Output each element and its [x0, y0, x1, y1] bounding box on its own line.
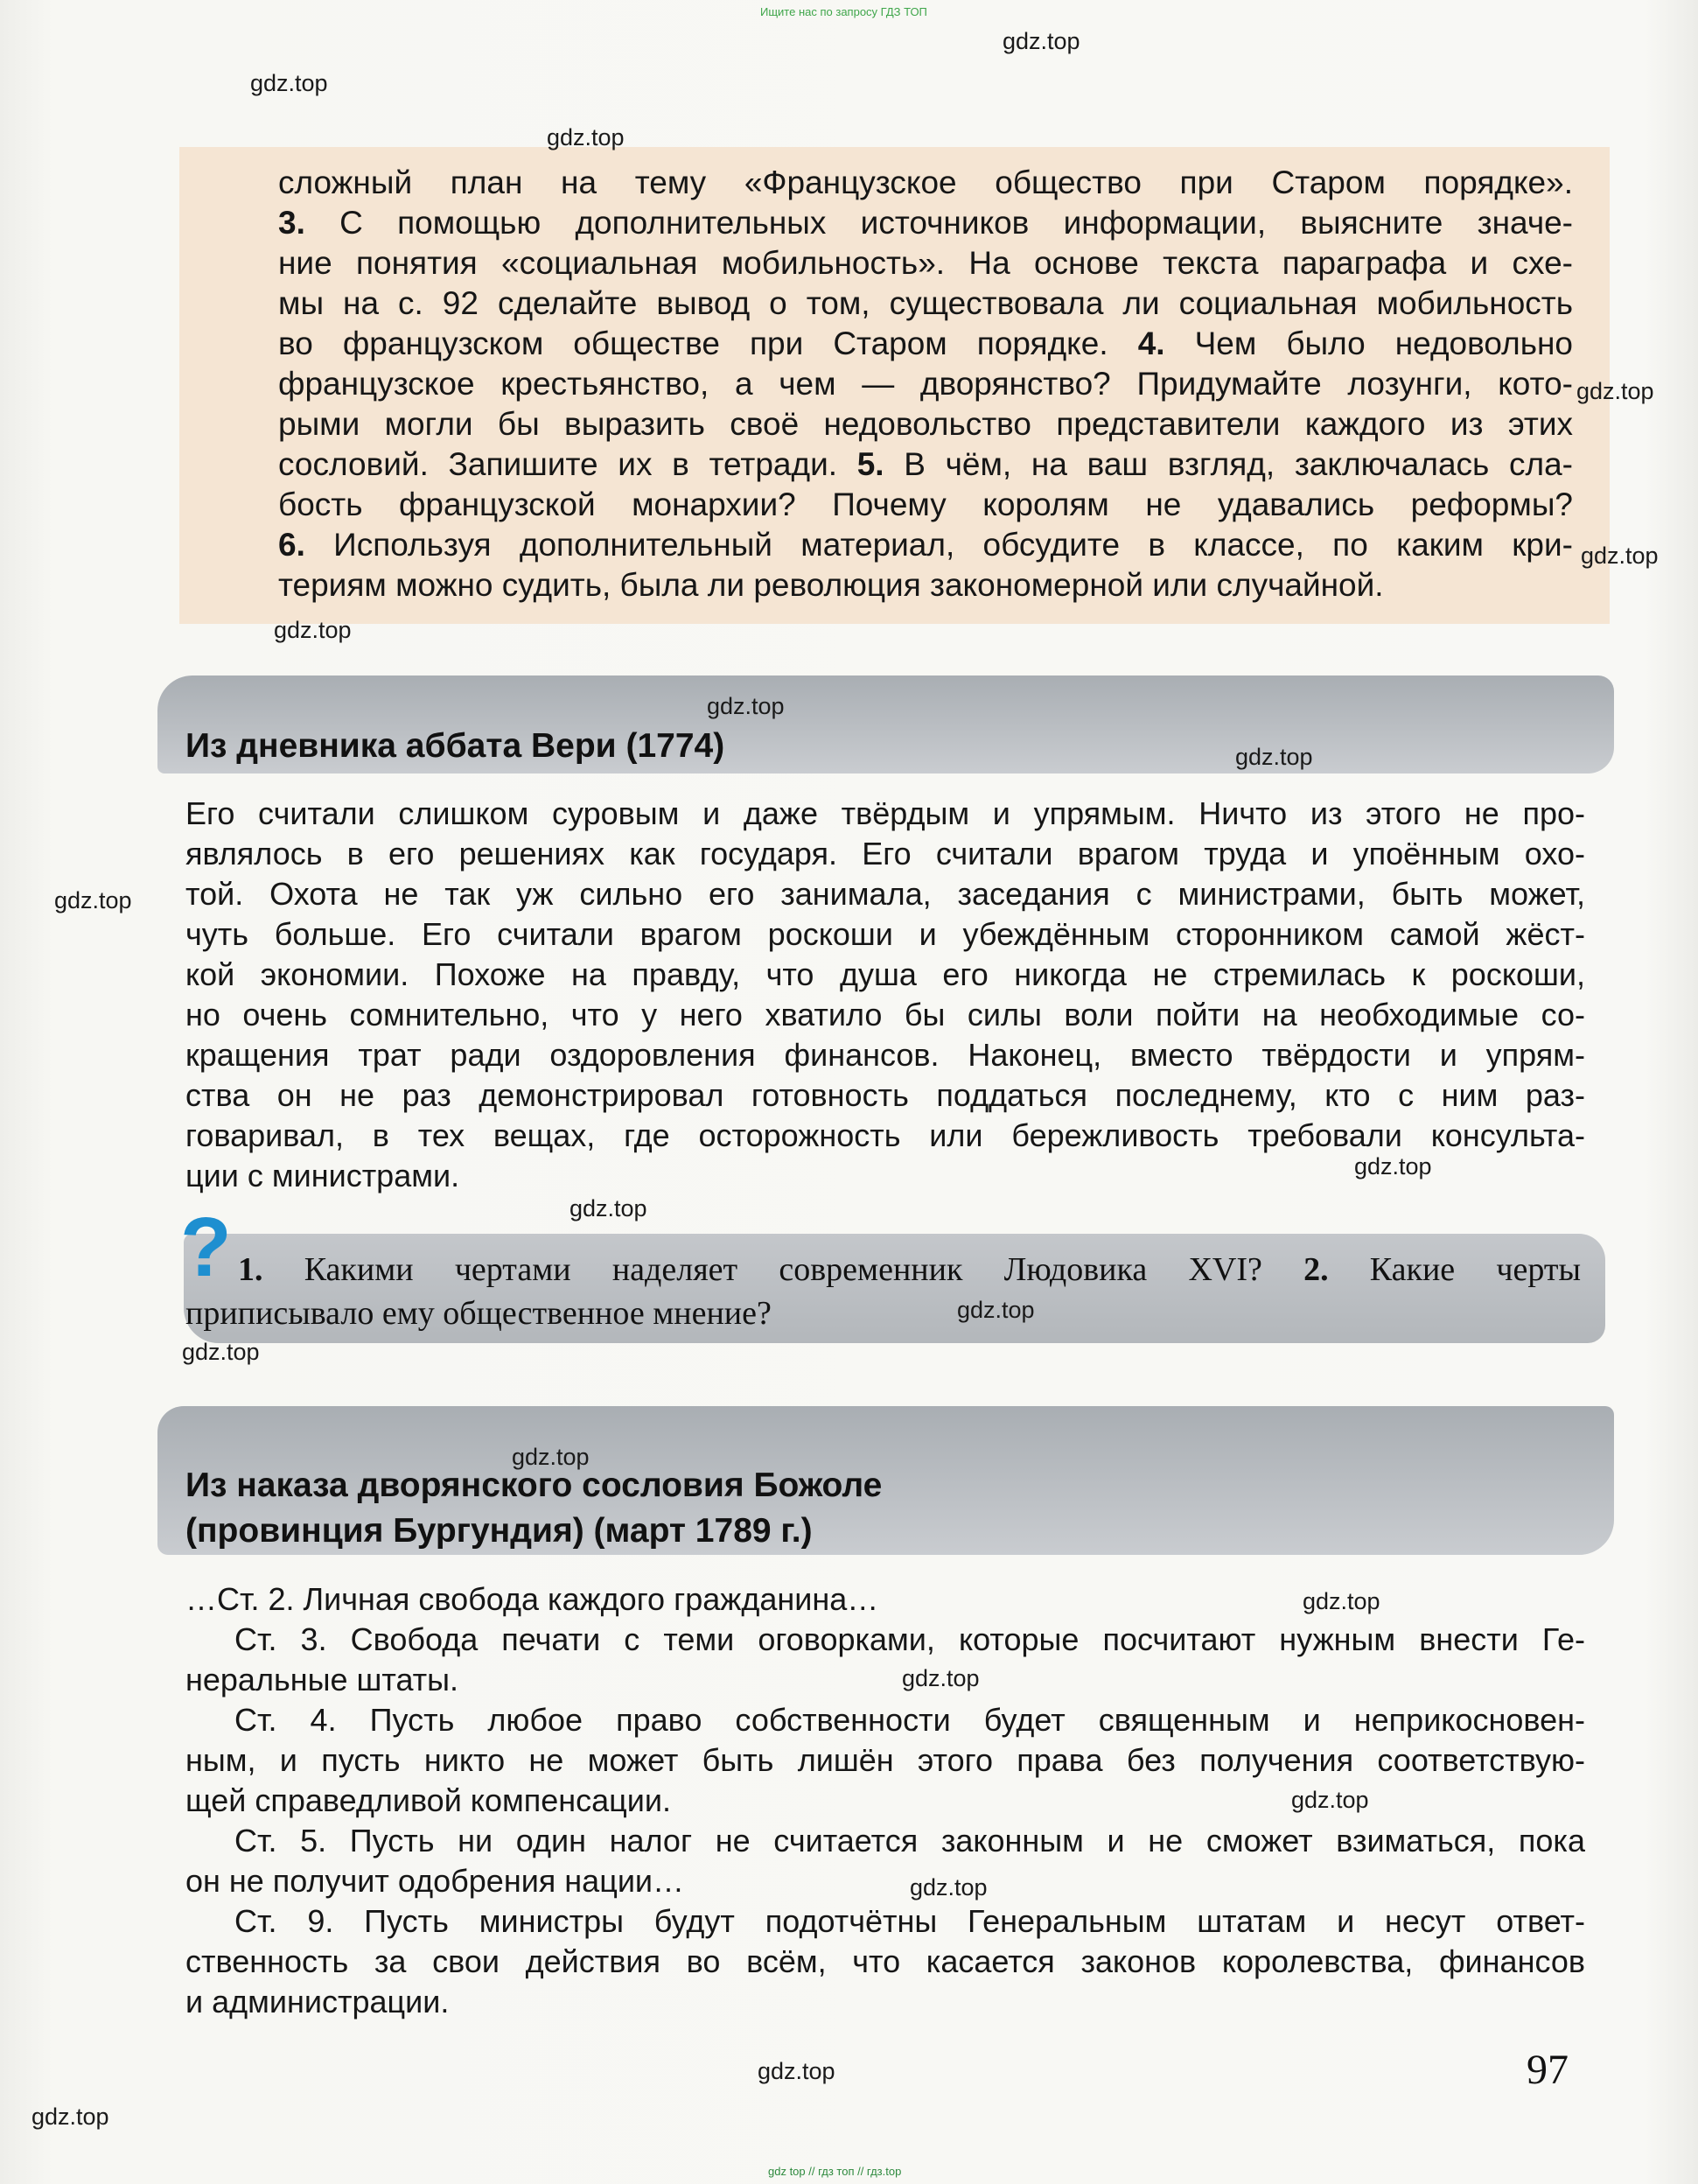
nakaz-line: Ст. 3. Свобода печати с теми оговорками, которые посчитают нужным внести Ге-: [234, 1621, 1585, 1657]
nakaz-line: щей справедливой компенсации.: [185, 1782, 671, 1818]
question-line: французское крестьянство, а чем — дворянство? Придумайте лозунги, кото-: [278, 366, 1573, 402]
watermark: gdz.top: [1354, 1153, 1432, 1180]
nakaz-line: он не получит одобрения нации…: [185, 1863, 685, 1899]
watermark: gdz.top: [54, 887, 132, 914]
question-line: рыми могли бы выразить своё недовольство представители каждого из этих: [278, 406, 1573, 442]
nakaz-line: Ст. 9. Пусть министры будут подотчётны Генеральным штатам и несут ответ-: [234, 1903, 1585, 1939]
diary-line: чуть больше. Его считали врагом роскоши и убеждённым сторонником самой жёст-: [185, 916, 1585, 952]
question-line: мы на с. 92 сделайте вывод о том, существовала ли социальная мобильность: [278, 285, 1573, 321]
watermark: gdz.top: [1291, 1787, 1369, 1813]
watermark: gdz.top: [31, 2104, 109, 2130]
top-banner[interactable]: Ищите нас по запросу ГДЗ ТОП: [760, 5, 927, 18]
diary-line: являлось в его решениях как государя. Его считали врагом труда и упоённым охо-: [185, 836, 1585, 872]
question-line: ние понятия «социальная мобильность». На основе текста параграфа и схе-: [278, 245, 1573, 281]
watermark: gdz.top: [182, 1339, 260, 1365]
nakaz-line: ственность за свои действия во всём, что касается законов королевства, финансов: [185, 1943, 1585, 1979]
diary-line: говаривал, в тех вещах, где осторожность или бережливость требовали консульта-: [185, 1117, 1585, 1153]
nakaz-title-line2: (провинция Бургундия) (март 1789 г.): [185, 1512, 813, 1550]
watermark: gdz.top: [758, 2058, 835, 2084]
question-line: сложный план на тему «Французское общество при Старом порядке».: [278, 164, 1573, 200]
watermark: gdz.top: [910, 1874, 988, 1900]
nakaz-line: …Ст. 2. Личная свобода каждого гражданина…: [185, 1581, 879, 1617]
diary-title: Из дневника аббата Вери (1774): [185, 727, 725, 765]
watermark: gdz.top: [512, 1444, 590, 1470]
nakaz-line: и администрации.: [185, 1984, 450, 2020]
watermark: gdz.top: [250, 70, 328, 96]
question-line: сословий. Запишите их в тетради. 5. В чём, на ваш взгляд, заключалась сла-: [278, 446, 1573, 482]
nakaz-line: Ст. 4. Пусть любое право собственности будет священным и неприкосновен-: [234, 1702, 1585, 1738]
diary-line: кращения трат ради оздоровления финансов. Наконец, вместо твёрдости и упрям-: [185, 1037, 1585, 1073]
question-line: 3. С помощью дополнительных источников информации, выясните значе-: [278, 205, 1573, 241]
question-line: 6. Используя дополнительный материал, обсудите в классе, по каким кри-: [278, 527, 1573, 563]
watermark: gdz.top: [1303, 1588, 1380, 1614]
question-line: бость французской монархии? Почему королям не удавались реформы?: [278, 486, 1573, 522]
diary-question-line: приписывало ему общественное мнение?: [185, 1295, 772, 1332]
question-line: териям можно судить, была ли революция закономерной или случайной.: [278, 567, 1384, 603]
question-line: во французском обществе при Старом порядке. 4. Чем было недовольно: [278, 326, 1573, 361]
page-number: 97: [1527, 2047, 1569, 2093]
diary-line: кой экономии. Похоже на правду, что душа его никогда не стремилась к роскоши,: [185, 956, 1585, 992]
diary-line: ции с министрами.: [185, 1158, 460, 1194]
watermark: gdz.top: [547, 124, 625, 150]
diary-line: но очень сомнительно, что у него хватило бы силы воли пойти на необходимые со-: [185, 997, 1585, 1032]
nakaz-line: Ст. 5. Пусть ни один налог не считается законным и не сможет взиматься, пока: [234, 1823, 1585, 1858]
watermark: gdz.top: [1235, 744, 1313, 770]
diary-line: той. Охота не так уж сильно его занимала, заседания с министрами, быть может,: [185, 876, 1585, 912]
diary-question-line: 1. Какими чертами наделяет современник Людовика XVI? 2. Какие черты: [238, 1251, 1581, 1288]
nakaz-line: ным, и пусть никто не может быть лишён этого права без получения соответствую-: [185, 1742, 1585, 1778]
question-mark-icon: ?: [180, 1200, 232, 1294]
watermark: gdz.top: [902, 1665, 980, 1691]
diary-line: Его считали слишком суровым и даже твёрдым и упрямым. Ничто из этого не про-: [185, 795, 1585, 831]
watermark: gdz.top: [957, 1297, 1035, 1323]
watermark: gdz.top: [707, 693, 785, 719]
watermark: gdz.top: [1581, 542, 1659, 569]
nakaz-title-line1: Из наказа дворянского сословия Божоле: [185, 1466, 883, 1504]
watermark: gdz.top: [1576, 378, 1654, 404]
bottom-banner[interactable]: gdz top // гдз топ // гдз.top: [768, 2165, 902, 2178]
watermark: gdz.top: [1003, 28, 1080, 54]
watermark: gdz.top: [569, 1195, 647, 1222]
diary-line: ства он не раз демонстрировал готовность поддаться последнему, кто с ним раз-: [185, 1077, 1585, 1113]
nakaz-line: неральные штаты.: [185, 1662, 459, 1698]
watermark: gdz.top: [274, 617, 352, 643]
